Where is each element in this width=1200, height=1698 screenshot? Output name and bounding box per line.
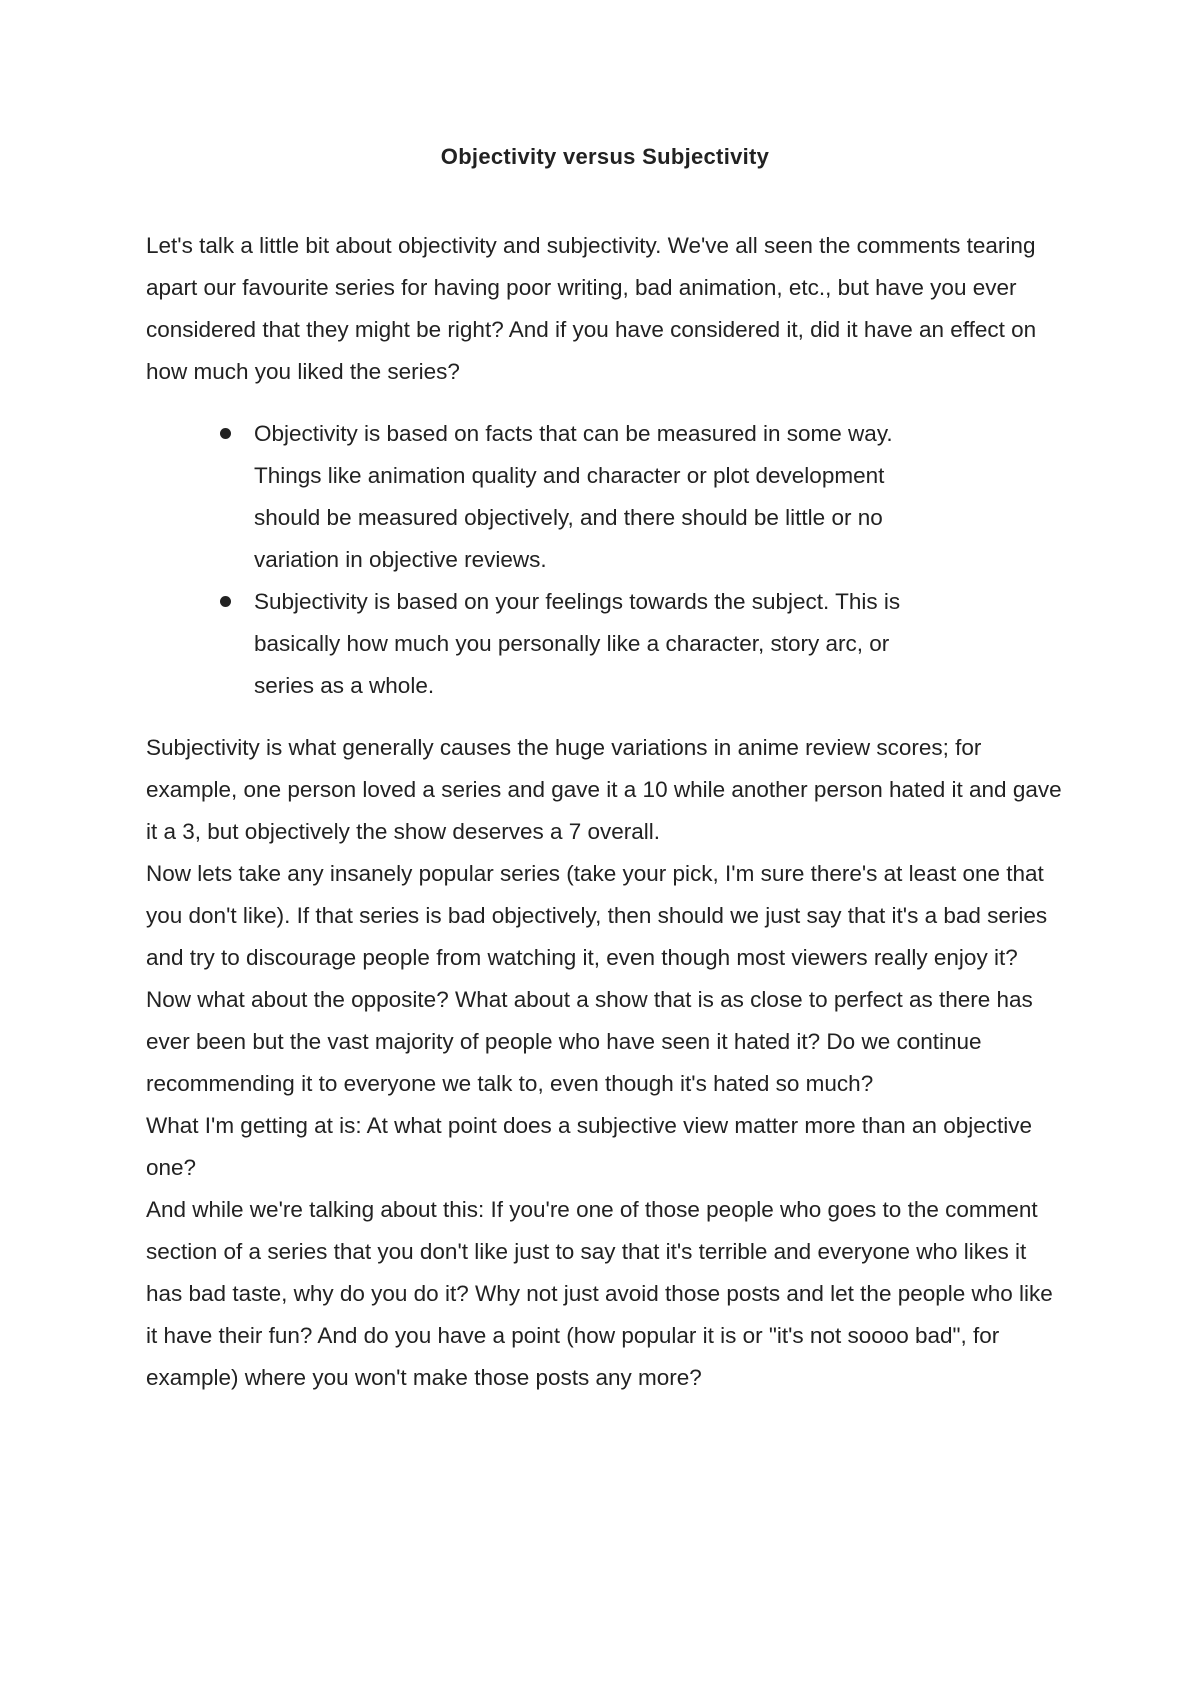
- bullet-icon: [220, 596, 231, 607]
- bullet-item-objectivity: [254, 413, 954, 581]
- body-paragraph-getting-at: What I'm getting at is: At what point does a subjective view matter more than an objective one?: [146, 1113, 1032, 1180]
- bullet-item-subjectivity: [254, 581, 954, 707]
- bullet-text: Objectivity is based on facts that can be measured in some way. Things like animation quality and character or plot development should be measured objectively, and there should be little or no variation in objective reviews.: [254, 421, 893, 572]
- intro-paragraph: Let's talk a little bit about objectivity and subjectivity. We've all seen the comments tearing apart our favourite series for having poor writing, bad animation, etc., but have you ever considered that they might be right? And if you have considered it, did it have an effect on how much you liked the series?: [146, 233, 1037, 384]
- bullet-list: [146, 413, 954, 707]
- bullet-icon: [220, 428, 231, 439]
- body-paragraph-variations: Subjectivity is what generally causes the huge variations in anime review scores; for example, one person loved a series and gave it a 10 while another person hated it and gave it a 3, but objectively the show deserves a 7 overall.: [146, 735, 1062, 844]
- bullet-text: Subjectivity is based on your feelings towards the subject. This is basically how much you personally like a character, story arc, or series as a whole.: [254, 589, 901, 698]
- body-paragraph-comment-section: And while we're talking about this: If you're one of those people who goes to the comment section of a series that you don't like just to say that it's terrible and everyone who likes it has bad taste, why do you do it? Why not just avoid those posts and let the people who like it have their fun? And do you have a point (how popular it is or "it's not soooo bad", for example) where you won't make those posts any more?: [146, 1197, 1053, 1390]
- document-body: [146, 225, 1068, 1399]
- document-title: Objectivity versus Subjectivity: [440, 144, 770, 169]
- body-paragraph-popular-series: Now lets take any insanely popular series (take your pick, I'm sure there's at least one that you don't like). If that series is bad objectively, then should we just say that it's a bad series and try to discourage people from watching it, even though most viewers really enjoy it?: [146, 861, 1048, 970]
- body-paragraph-opposite: Now what about the opposite? What about a show that is as close to perfect as there has ever been but the vast majority of people who have seen it hated it? Do we continue recommending it to everyone we talk to, even though it's hated so much?: [146, 987, 1033, 1096]
